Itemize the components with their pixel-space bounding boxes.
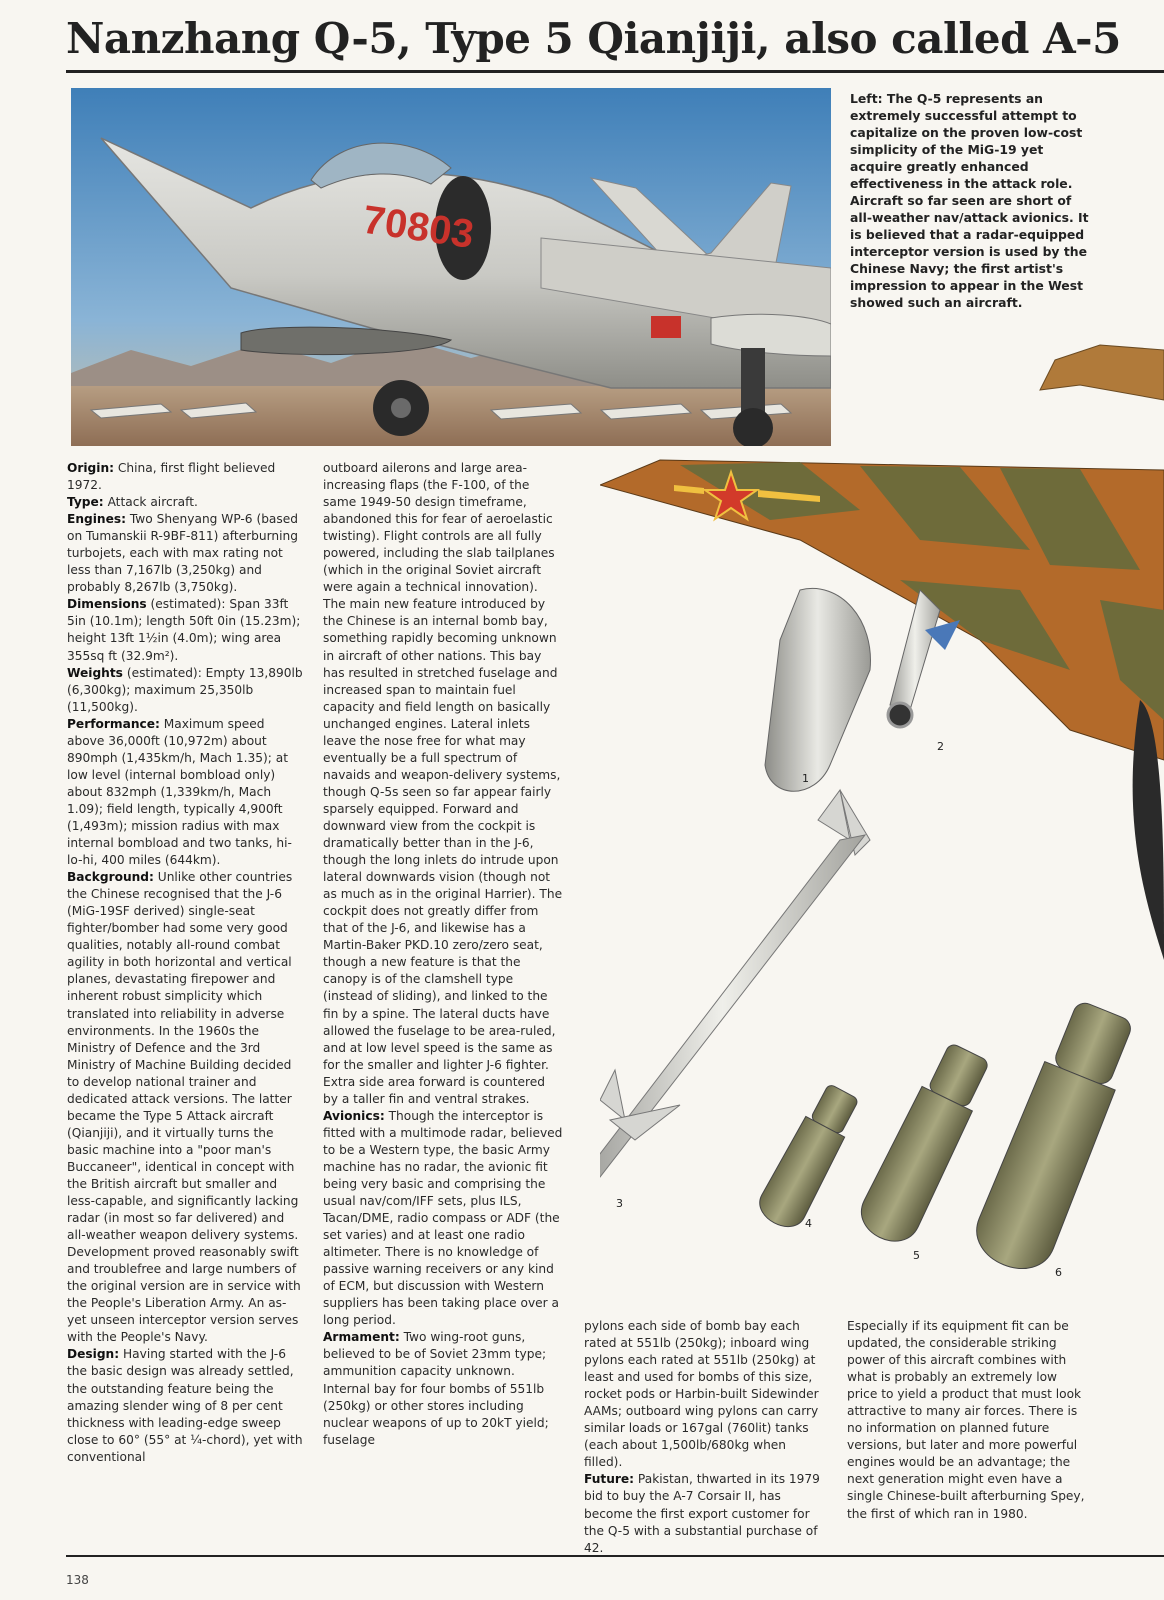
label-weights: Weights	[67, 665, 123, 680]
text-weights: (estimated): Empty 13,890lb (6,300kg); maximum 25,350lb (11,500kg).	[67, 665, 303, 714]
label-armament: Armament:	[323, 1330, 400, 1345]
tail-number: 70803	[360, 197, 477, 257]
paragraph-avionics	[323, 1108, 563, 1330]
label-design: Design:	[67, 1347, 120, 1362]
callout-4: 4	[805, 1217, 812, 1230]
text-performance: Maximum speed above 36,000ft (10,972m) about 890mph (1,435km/h, Mach 1.35); at low level (internal bombload only) about 832mph (1,339km/h, Mach 1.09); field length, typically 4,900ft (1,493m); mission radius with max internal bombload and two tanks, hi-lo-hi, 400 miles (644km).	[67, 716, 292, 868]
label-engines: Engines:	[67, 512, 126, 527]
text-engines: Two Shenyang WP-6 (based on Tumanskii R-9BF-811) afterburning turbojets, each with max rating not less than 7,167lb (3,250kg) and probably 8,267lb (3,750kg).	[67, 512, 298, 595]
paragraph-armament-cont	[584, 1318, 824, 1471]
paragraph-design	[67, 1346, 305, 1465]
stores-illustration	[600, 340, 1164, 1300]
paragraph-future-cont	[847, 1318, 1087, 1523]
label-future: Future:	[584, 1472, 635, 1487]
text-design: Having started with the J-6 the basic design was already settled, the outstanding feature being the amazing slender wing of 8 per cent thickness with leading-edge sweep close to 60° (55° at ¼-chord), yet with conventional	[67, 1347, 303, 1464]
paragraph-design-cont	[323, 460, 563, 1108]
callout-5: 5	[913, 1249, 920, 1262]
label-background: Background:	[67, 870, 154, 885]
text-dimensions: (estimated): Span 33ft 5in (10.1m); length 50ft 0in (15.23m); height 13ft 1½in (4.0m); wing area 355sq ft (32.9m²).	[67, 597, 301, 663]
paragraph-weights	[67, 665, 305, 716]
page-title: Nanzhang Q-5, Type 5 Qianjiji, also called A-5	[66, 14, 1121, 63]
wing-camouflage	[600, 460, 1164, 760]
paragraph-origin	[67, 460, 305, 494]
text-column-3	[584, 1318, 824, 1557]
text-origin: China, first flight believed 1972.	[67, 461, 276, 493]
text-armament: Two wing-root guns, believed to be of Soviet 23mm type; ammunition capacity unknown. Internal bay for four bombs of 551lb (250kg) or other stores including nuclear weapons of up to 20kT yield; fuselage	[323, 1330, 549, 1447]
label-avionics: Avionics:	[323, 1108, 385, 1123]
paragraph-background	[67, 869, 305, 1346]
title-rule	[66, 70, 1164, 73]
callout-2: 2	[937, 740, 944, 753]
paragraph-armament	[323, 1329, 563, 1448]
label-dimensions: Dimensions	[67, 597, 147, 612]
label-origin: Origin:	[67, 461, 115, 475]
text-armament-cont: pylons each side of bomb bay each rated at 551lb (250kg); inboard wing pylons each rated at 551lb (250kg) at least and used for bombs of this size, rocket pods or Harbin-built Sidewinder AAMs; outboard wing pylons can carry similar loads or 167gal (760lit) tanks (each about 1,500lb/680kg when filled).	[584, 1319, 819, 1470]
text-background: Unlike other countries the Chinese recognised that the J-6 (MiG-19SF derived) single-seat fighter/bomber had some very good qualities, notably all-round combat agility in both horizontal and vertical planes, devastating firepower and inherent robust simplicity which translated into reliability in adverse environments. In the 1960s the Ministry of Defence and the 3rd Ministry of Machine Building decided to develop national trainer and dedicated attack versions. The latter became the Type 5 Attack aircraft (Qianjiji), and it virtually turns the basic machine into a "poor man's Buccaneer", identical in concept with the British aircraft but smaller and less-capable, and significantly lacking radar (in most so far delivered) and all-weather weapon delivery systems. Development proved reasonably swift and troublefree and large numbers of the original version are in service with the People's Liberation Army. An as-yet unseen interceptor version serves with the People's Navy.	[67, 870, 301, 1345]
paragraph-type	[67, 494, 305, 511]
page-number: 138	[66, 1573, 89, 1587]
callout-6: 6	[1055, 1266, 1062, 1279]
text-column-1	[67, 460, 305, 1466]
footer-rule	[66, 1555, 1164, 1557]
text-column-2	[323, 460, 563, 1449]
text-avionics: Though the interceptor is fitted with a multimode radar, believed to be a Western type, the basic Army machine has no radar, the avionic fit being very basic and comprising the usual nav/com/IFF sets, plus ILS, Tacan/DME, radio compass or ADF (the set varies) and at least one radio altimeter. There is no knowledge of passive warning receivers or any kind of ECM, but discussion with Western suppliers has been taking place over a long period.	[323, 1108, 563, 1328]
paragraph-future	[584, 1471, 824, 1556]
text-design-cont: outboard ailerons and large area-increasing flaps (the F-100, of the same 1949-50 design timeframe, abandoned this for fear of aeroelastic twisting). Flight controls are all fully powered, including the slab tailplanes (which in the original Soviet aircraft were again a technical innovation). The main new feature introduced by the Chinese is an internal bomb bay, something rapidly becoming unknown in aircraft of other nations. This bay has resulted in stretched fuselage and increased span to maintain fuel capacity and field length on basically unchanged engines. Lateral inlets leave the nose free for what may eventually be a full spectrum of navaids and weapon-delivery systems, though Q-5s seen so far appear fairly sparsely equipped. Forward and downward view from the cockpit is dramatically better than in the J-6, though the long inlets do intrude upon lateral downwards vision (though not as much as in the original Harrier). The cockpit does not greatly differ from that of the J-6, and likewise has a Martin-Baker PKD.10 zero/zero seat, though a new feature is that the canopy is of the clamshell type (instead of sliding), and linked to the fin by a spine. The lateral ducts have allowed the fuselage to be area-ruled, and at low level speed is the same as for the smaller and lighter J-6 fighter. Extra side area forward is countered by a taller fin and ventral strakes.	[323, 461, 563, 1106]
callout-1: 1	[802, 772, 809, 785]
label-performance: Performance:	[67, 716, 160, 731]
paragraph-engines	[67, 511, 305, 596]
label-type: Type:	[67, 495, 104, 510]
photo-caption: Left: The Q-5 represents an extremely successful attempt to capitalize on the proven low-cost simplicity of the MiG-19 yet acquire greatly enhanced effectiveness in the attack role. Aircraft so far seen are short of all-weather nav/attack avionics. It is believed that a radar-equipped interceptor version is used by the Chinese Navy; the first artist's impression to appear in the West showed such an aircraft.	[850, 91, 1089, 310]
text-future-cont: Especially if its equipment fit can be updated, the considerable striking power of this aircraft combines with what is probably an extremely low price to yield a product that must look attractive to many air forces. There is no information on planned future versions, but later and more powerful engines would be an advantage; the next generation might even have a single Chinese-built afterburning Spey, the first of which ran in 1980.	[847, 1319, 1085, 1521]
text-column-4	[847, 1318, 1087, 1523]
paragraph-dimensions	[67, 596, 305, 664]
text-future: Pakistan, thwarted in its 1979 bid to buy the A-7 Corsair II, has become the first export customer for the Q-5 with a substantial purchase of 42.	[584, 1472, 820, 1555]
callout-3: 3	[616, 1197, 623, 1210]
paragraph-performance	[67, 716, 305, 869]
text-type: Attack aircraft.	[107, 495, 198, 510]
